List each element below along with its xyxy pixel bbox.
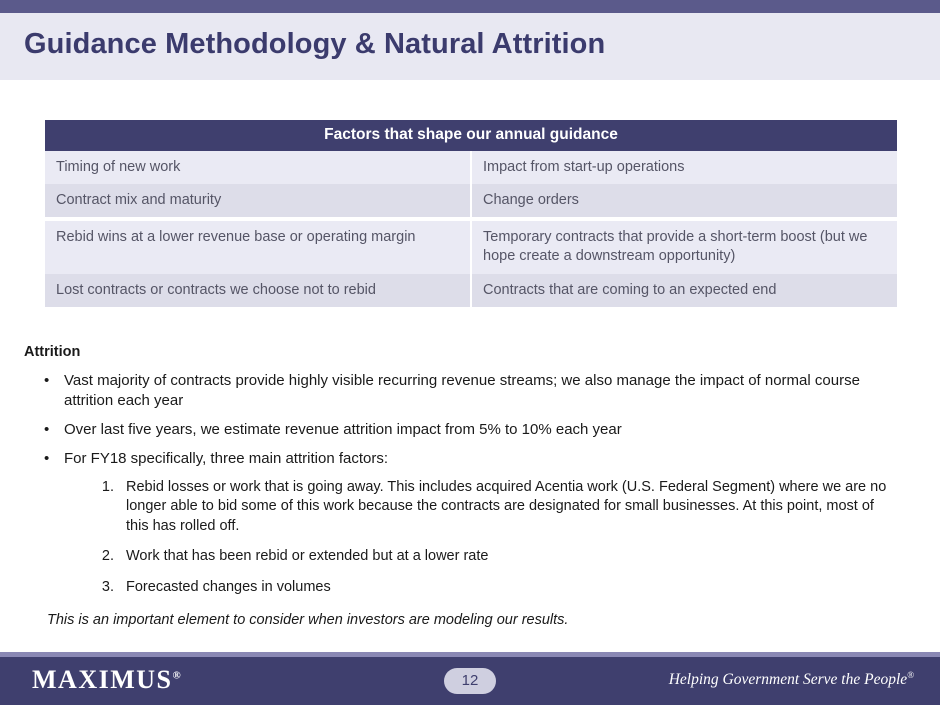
footer-tagline: [669, 670, 914, 689]
registered-mark-icon: ®: [172, 669, 181, 682]
page-number-badge: 12: [444, 668, 496, 694]
table-header-label: Factors that shape our annual guidance: [45, 120, 897, 151]
table-cell-left: Lost contracts or contracts we choose not to rebid: [45, 274, 471, 307]
table-row: [45, 184, 897, 217]
table-cell-left: Rebid wins at a lower revenue base or operating margin: [45, 221, 471, 273]
registered-mark-icon: ®: [907, 670, 914, 680]
list-item-number: 3.: [101, 579, 114, 595]
list-item-text: Forecasted changes in volumes: [126, 579, 331, 595]
table-row: [45, 151, 897, 184]
table-header-row: [45, 120, 897, 151]
bullet-marker: •: [44, 449, 50, 467]
factors-table: [45, 120, 897, 307]
list-item: [82, 478, 894, 537]
closing-note: This is an important element to consider when investors are modeling our results.: [47, 611, 569, 628]
table-cell-right: Change orders: [471, 184, 897, 217]
table-cell-right: Impact from start-up operations: [471, 151, 897, 184]
maximus-logo: [32, 665, 181, 695]
footer: [0, 657, 940, 705]
list-item: [44, 420, 894, 440]
list-item-number: 1.: [101, 478, 114, 495]
body-content: [44, 371, 894, 628]
table-row: [45, 274, 897, 307]
page-title: Guidance Methodology & Natural Attrition: [24, 28, 606, 60]
list-item: [44, 371, 894, 411]
list-item: [82, 547, 894, 567]
list-item-text: Rebid losses or work that is going away. This includes acquired Acentia work (U.S. Federal Segment) where we are no longer able to bid some of this work because the contracts are designated for small businesses. At this point, most of this has rolled off.: [126, 478, 887, 534]
bullet-marker: •: [44, 372, 50, 389]
list-item: [82, 578, 894, 598]
numbered-sublist: [82, 478, 894, 598]
table-cell-right: Contracts that are coming to an expected end: [471, 274, 897, 307]
list-item-number: 2.: [101, 548, 114, 565]
logo-text: MAXIMUS: [32, 665, 173, 694]
list-item-text: For FY18 specifically, three main attrition factors:: [64, 449, 389, 467]
list-item-text: Vast majority of contracts provide highly visible recurring revenue streams; we also manage the impact of normal course attrition each year: [64, 372, 860, 409]
table-cell-right: Temporary contracts that provide a short-term boost (but we hope create a downstream opportunity): [471, 221, 897, 273]
table-cell-left: Contract mix and maturity: [45, 184, 471, 217]
table-cell-left: Timing of new work: [45, 151, 471, 184]
section-heading-attrition: Attrition: [24, 344, 81, 360]
footer-tagline-text: Helping Government Serve the People: [668, 671, 908, 689]
top-accent-band: [0, 0, 940, 13]
list-item: [44, 449, 894, 469]
list-item-text: Over last five years, we estimate revenue attrition impact from 5% to 10% each year: [64, 420, 622, 438]
table-row: [45, 221, 897, 273]
list-item-text: Work that has been rebid or extended but at a lower rate: [126, 548, 489, 565]
bullet-marker: •: [44, 420, 50, 438]
